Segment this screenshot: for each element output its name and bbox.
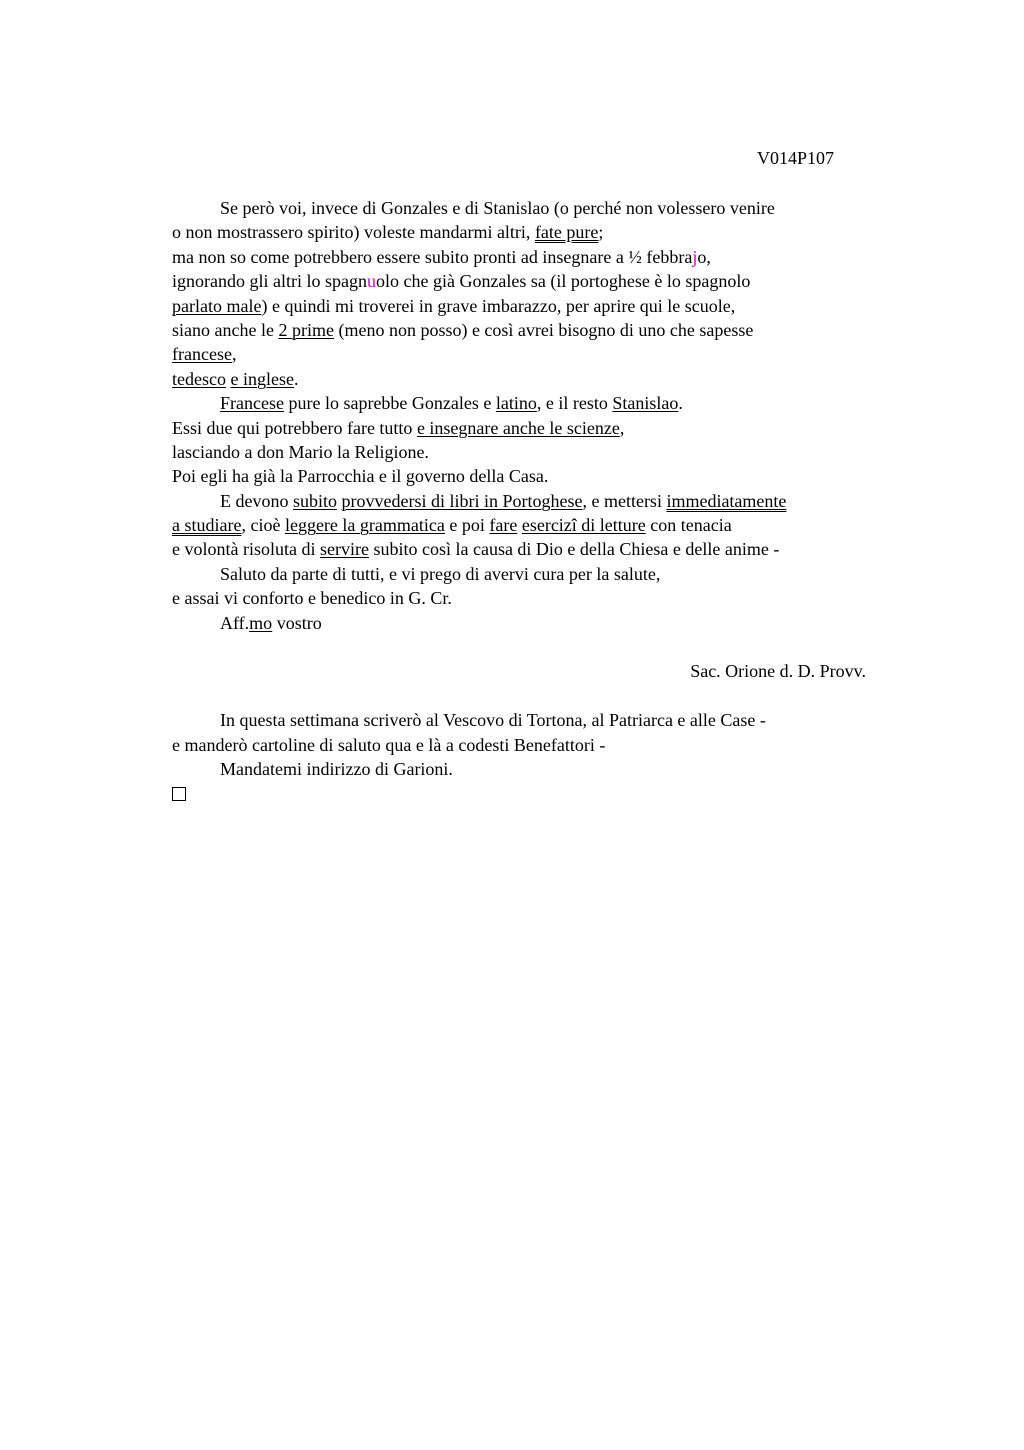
letter-line xyxy=(172,464,882,488)
underlined-text: provvedersi di libri in Portoghese xyxy=(341,490,583,511)
text-run: Poi egli ha già la Parrocchia e il governo della Casa. xyxy=(172,466,549,487)
text-run: , xyxy=(231,344,237,365)
underlined-text: e inglese xyxy=(230,368,294,389)
letter-line xyxy=(172,367,882,391)
underlined-text: Francese xyxy=(220,393,284,414)
underlined-text: e insegnare anche le scienze xyxy=(416,417,620,438)
text-run: Aff. xyxy=(220,612,250,633)
postscript-line xyxy=(172,757,882,781)
double-underlined-text: immediatamente xyxy=(666,490,787,511)
closing-line xyxy=(172,611,882,635)
text-run: , e il resto xyxy=(536,393,613,414)
text-run: e poi xyxy=(444,515,490,536)
text-run: , e mettersi xyxy=(582,490,667,511)
text-run: . xyxy=(678,393,683,414)
postscript-line xyxy=(172,708,882,732)
underlined-text: leggere la grammatica xyxy=(284,515,445,536)
underlined-text: esercizî di letture xyxy=(521,515,646,536)
letter-line xyxy=(172,537,882,561)
blank-line xyxy=(172,684,882,708)
text-run: Saluto da parte di tutti, e vi prego di avervi cura per la salute, xyxy=(220,563,661,584)
text-run: (meno non posso) e così avrei bisogno di uno che sapesse xyxy=(333,319,754,340)
text-run: e manderò cartoline di saluto qua e là a codesti Benefattori - xyxy=(172,734,606,755)
signature xyxy=(172,659,882,683)
text-run: ) e quindi mi troverei in grave imbarazzo, per aprire qui le scuole, xyxy=(261,295,736,316)
underlined-text: fare xyxy=(489,515,518,536)
underlined-text: mo xyxy=(249,612,273,633)
letter-line xyxy=(172,318,882,342)
underlined-text: latino xyxy=(495,393,537,414)
letter-line xyxy=(172,220,882,244)
text-run: con tenacia xyxy=(645,515,732,536)
document-reference-code: V014P107 xyxy=(757,148,835,168)
text-run: Essi due qui potrebbero fare tutto xyxy=(172,417,417,438)
text-run: Se però voi, invece di Gonzales e di Stanislao (o perché non volessero venire xyxy=(220,198,775,218)
letter-line xyxy=(172,294,882,318)
text-run: ignorando gli altri lo spagn xyxy=(172,271,367,292)
underlined-text: servire xyxy=(319,539,369,560)
text-run: ma non so come potrebbero essere subito pronti ad insegnare a ½ febbra xyxy=(172,246,693,267)
underlined-text: Stanislao xyxy=(612,393,679,414)
text-run: pure lo saprebbe Gonzales e xyxy=(283,393,496,414)
underlined-text: parlato male xyxy=(172,295,262,316)
text-run: In questa settimana scriverò al Vescovo di Tortona, al Patriarca e alle Case - xyxy=(220,710,766,731)
highlighted-letter: u xyxy=(366,271,376,292)
signature-text: Sac. Orione d. D. Provv. xyxy=(690,661,866,682)
letter-line xyxy=(172,196,882,220)
letter-line xyxy=(172,245,882,269)
text-run: o, xyxy=(697,246,711,267)
letter-line xyxy=(172,513,882,537)
text-run: siano anche le xyxy=(172,319,279,340)
text-run: subito così la causa di Dio e della Chiesa e delle anime - xyxy=(368,539,780,560)
square-box-icon xyxy=(172,787,186,801)
text-run: o non mostrassero spirito) voleste mandarmi altri, xyxy=(172,222,535,243)
letter-line xyxy=(172,391,882,415)
text-run: lasciando a don Mario la Religione. xyxy=(172,441,429,462)
text-run: e volontà risoluta di xyxy=(172,539,320,560)
text-run: . xyxy=(293,368,299,389)
underlined-text: 2 prime xyxy=(278,319,334,340)
letter-line xyxy=(172,489,882,513)
letter-line xyxy=(172,416,882,440)
letter-line xyxy=(172,269,882,293)
underlined-text: fate pure xyxy=(534,222,599,243)
postscript-line xyxy=(172,733,882,757)
text-run: , xyxy=(619,417,625,438)
underlined-text: subito xyxy=(292,490,337,511)
underlined-text: francese xyxy=(172,344,232,365)
text-run: ; xyxy=(598,222,604,243)
text-run: olo che già Gonzales sa (il portoghese è lo spagnolo xyxy=(375,271,751,292)
highlighted-letter: j xyxy=(692,246,698,267)
text-run: E devono xyxy=(220,490,293,511)
text-run: , cioè xyxy=(241,515,285,536)
text-run: e assai vi conforto e benedico in G. Cr. xyxy=(172,588,452,609)
blank-line xyxy=(172,635,882,659)
letter-line xyxy=(172,440,882,464)
end-marker xyxy=(172,781,882,805)
letter-body xyxy=(172,196,882,806)
letter-line xyxy=(172,342,882,366)
text-run: Mandatemi indirizzo di Garioni. xyxy=(220,758,453,779)
letter-line xyxy=(172,586,882,610)
double-underlined-text: a studiare xyxy=(172,515,242,536)
text-run: vostro xyxy=(272,612,322,633)
letter-line xyxy=(172,562,882,586)
underlined-text: tedesco xyxy=(172,368,226,389)
